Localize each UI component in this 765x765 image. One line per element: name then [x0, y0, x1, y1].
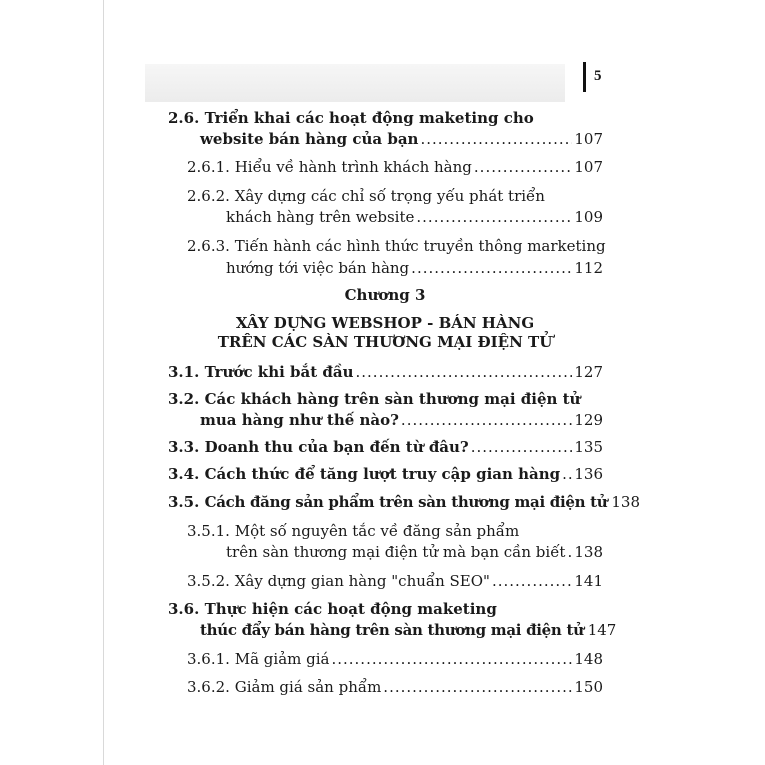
toc-entry-page: 138: [611, 493, 641, 511]
toc-entry-title: Thực hiện các hoạt động maketing: [204, 600, 497, 618]
toc-entry-title: Cách đăng sản phẩm trên sàn thương mại điện tử: [204, 493, 608, 511]
toc-entry-title: Xây dựng gian hàng "chuẩn SEO": [234, 572, 490, 590]
toc-entry-3-5-1-line1: [187, 521, 519, 541]
toc-entry-page: 138: [574, 543, 603, 561]
toc-entry-number: 3.6.1.: [187, 650, 230, 668]
toc-entry-3-2-line1: [168, 389, 580, 409]
toc-entry-number: 3.5.: [168, 493, 200, 511]
toc-entry-3-6-1: [187, 649, 603, 669]
toc-entry-number: 3.2.: [168, 390, 200, 408]
toc-entry-title: Cách thức để tăng lượt truy cập gian hàng: [204, 465, 561, 483]
toc-entry-3-5-2: [187, 571, 603, 591]
toc-entry-title: Giảm giá sản phẩm: [234, 678, 382, 696]
toc-entry-number: 2.6.: [168, 109, 200, 127]
toc-entry-3-4: [168, 464, 603, 484]
toc-entry-3-5-1-line2: [226, 542, 603, 562]
leader-dots: [420, 129, 572, 149]
toc-entry-title: Trước khi bắt đầu: [204, 363, 354, 381]
toc-entry-title: thúc đẩy bán hàng trên sàn thương mại điện tử: [200, 621, 584, 639]
toc-entry-3-1: [168, 362, 603, 382]
toc-entry-title: Doanh thu của bạn đến từ đâu?: [204, 438, 469, 456]
toc-entry-number: 3.5.1.: [187, 522, 230, 540]
toc-entry-page: 109: [574, 208, 603, 226]
chapter-title-line1: XÂY DỰNG WEBSHOP - BÁN HÀNG: [235, 314, 535, 332]
toc-entry-2-6-1: [187, 157, 603, 177]
toc-entry-number: 2.6.2.: [187, 187, 230, 205]
toc-entry-3-6-line2: [200, 620, 617, 640]
toc-entry-page: 148: [574, 650, 603, 668]
toc-entry-number: 2.6.3.: [187, 237, 230, 255]
toc-entry-number: 3.5.2.: [187, 572, 230, 590]
toc-entry-number: 3.1.: [168, 363, 200, 381]
toc-entry-page: 141: [574, 572, 603, 590]
toc-entry-2-6-3-line1: [187, 236, 606, 256]
toc-entry-number: 3.4.: [168, 465, 200, 483]
toc-entry-page: 147: [587, 621, 617, 639]
leader-dots: [401, 410, 572, 430]
leader-dots: [356, 362, 573, 382]
leader-dots: [416, 207, 572, 227]
toc-entry-page: 129: [574, 411, 603, 429]
toc-entry-page: 112: [574, 259, 603, 277]
leader-dots: [471, 437, 573, 457]
leader-dots: [567, 542, 572, 562]
toc-entry-2-6-2-line2: [226, 207, 603, 227]
toc-entry-2-6-3-line2: [226, 258, 603, 278]
chapter-title-line2: TRÊN CÁC SÀN THƯƠNG MẠI ĐIỆN TỬ: [217, 333, 553, 351]
leader-dots: [331, 649, 572, 669]
toc-entry-title: khách hàng trên website: [226, 208, 415, 226]
toc-entry-3-2-line2: [200, 410, 603, 430]
leader-dots: [562, 464, 572, 484]
chapter-label: Chương 3: [344, 286, 426, 304]
page-number: 5: [594, 68, 602, 84]
toc-entry-title: website bán hàng của bạn: [200, 130, 419, 148]
toc-entry-number: 3.3.: [168, 438, 200, 456]
toc-entry-title: Mã giảm giá: [234, 650, 330, 668]
toc-entry-3-5: [168, 492, 641, 512]
leader-dots: [411, 258, 572, 278]
toc-entry-title: trên sàn thương mại điện tử mà bạn cần biết: [226, 543, 566, 561]
toc-entry-title: Xây dựng các chỉ số trọng yếu phát triển: [234, 187, 545, 205]
toc-entry-3-6-2: [187, 677, 603, 697]
leader-dots: [492, 571, 572, 591]
toc-entry-2-6-line2: [200, 129, 603, 149]
toc-entry-page: 150: [574, 678, 603, 696]
toc-entry-title: Hiểu về hành trình khách hàng: [234, 158, 472, 176]
toc-entry-title: hướng tới việc bán hàng: [226, 259, 410, 277]
toc-entry-page: 107: [574, 130, 603, 148]
leader-dots: [474, 157, 572, 177]
toc-entry-number: 2.6.1.: [187, 158, 230, 176]
leader-dots: [383, 677, 572, 697]
toc-entry-title: Một số nguyên tắc về đăng sản phẩm: [234, 522, 520, 540]
toc-entry-page: 107: [574, 158, 603, 176]
toc-entry-page: 135: [574, 438, 603, 456]
toc-entry-3-6-line1: [168, 599, 497, 619]
toc-entry-page: 136: [574, 465, 603, 483]
toc-entry-2-6-2-line1: [187, 186, 545, 206]
toc-entry-page: 127: [574, 363, 603, 381]
toc-entry-number: 3.6.: [168, 600, 200, 618]
toc-entry-3-3: [168, 437, 603, 457]
toc-entry-2-6-line1: [168, 108, 534, 128]
toc-entry-title: mua hàng như thế nào?: [200, 411, 399, 429]
toc-entry-title: Triển khai các hoạt động maketing cho: [204, 109, 534, 127]
toc-entry-number: 3.6.2.: [187, 678, 230, 696]
toc-entry-title: Các khách hàng trên sàn thương mại điện tử: [204, 390, 581, 408]
toc-entry-title: Tiến hành các hình thức truyền thông marketing: [234, 237, 606, 255]
